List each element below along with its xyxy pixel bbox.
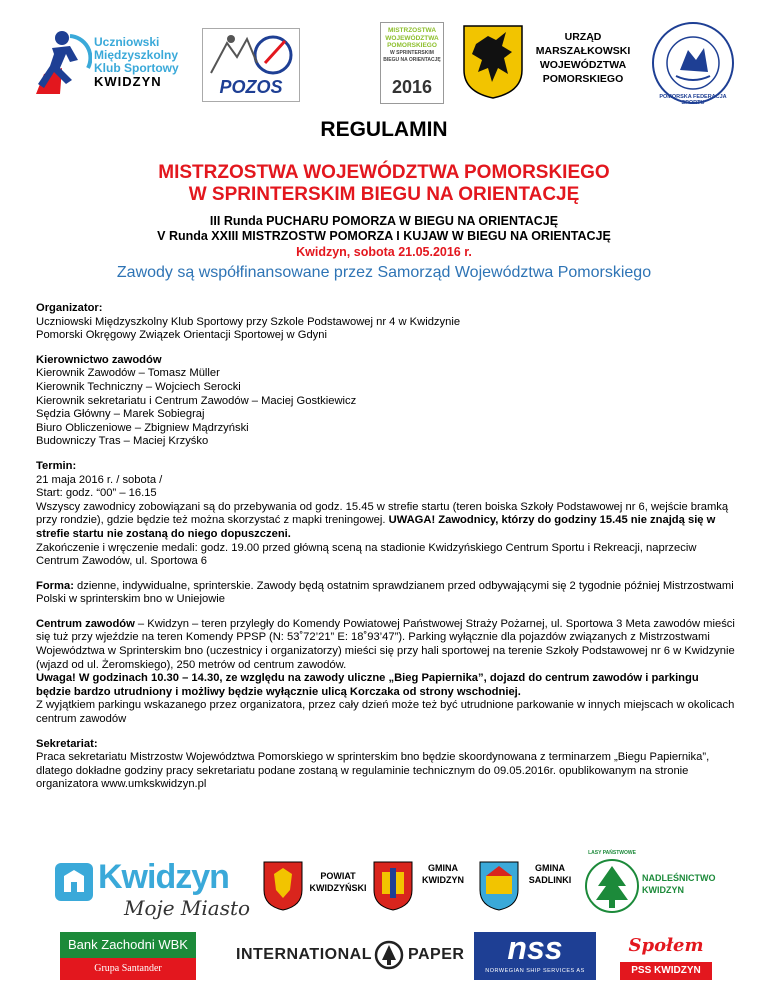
management-line1: Kierownik Zawodów – Tomasz Müller <box>36 367 220 380</box>
nadlesnictwo-line1: NADLEŚNICTWO <box>642 873 716 883</box>
term-closing: Zakończenie i wręczenie medali: godz. 19.00 przed główną sceną na stadionie Kwidzyńskiego Centrum Sportu i Rekreacji, naprzeciw Centrum Zawodów, ul. Sportowa 6 <box>36 541 697 568</box>
center-warning: Uwaga! W godzinach 10.30 – 14.30, ze względu na zawody uliczne „Bieg Papiernika”, dojazd do centrum zawodów i parkingu będzie bardzo utrudniony i możliwy będzie wyłącznie ulicą Korczaka od strony wschodniej. <box>36 672 699 698</box>
compass-icon <box>207 33 295 77</box>
organizer-heading: Organizator: <box>36 302 103 314</box>
gmina-sadlinki-crest-icon <box>478 860 520 912</box>
secretariat-text: Praca sekretariatu Mistrzostw Województwa Pomorskiego w sprinterskim bno będzie skoordynowana z terminarzem „Biegu Papiernika”, dlatego dokładne godziny pracy sekretariatu podane zostaną w regulaminie technicznym do 09.05.2016r. opublikowanym na stronie organizatora www.umkskwidzyn.pl <box>36 751 710 791</box>
management-line5: Biuro Obliczeniowe – Zbigniew Mądrzyński <box>36 421 249 434</box>
urzad-line2: MARSZAŁKOWSKI <box>535 45 631 57</box>
mistrz-line3: POMORSKIEGO <box>387 42 437 49</box>
event-date: Kwidzyn, sobota 21.05.2016 r. <box>296 245 472 259</box>
term-start: Start: godz. “00” – 16.15 <box>36 487 157 500</box>
gmina-kwidzyn-crest-icon <box>372 860 414 912</box>
city-crest-icon <box>54 862 94 902</box>
federacja-text: POMORSKA FEDERACJA SPORTU <box>659 94 727 106</box>
pss-sub: PSS KWIDZYN <box>620 962 712 980</box>
center-text-c: Z wyjątkiem parkingu wskazanego przez organizatora, przez cały dzień może też być utrudnione parkowanie w innych miejscach w okolicach centrum zawodów <box>36 699 735 726</box>
nss-main: nss <box>507 930 563 966</box>
section-management <box>36 354 736 449</box>
mistrzostwa-logo <box>380 22 444 104</box>
nadlesnictwo-line2: KWIDZYN <box>642 885 684 895</box>
round-line1: III Runda PUCHARU POMORZA W BIEGU NA ORIENTACJĘ <box>209 214 559 228</box>
lasy-text: LASY PAŃSTWOWE <box>588 850 636 856</box>
section-form <box>36 580 736 607</box>
nss-logo <box>474 932 596 980</box>
urzad-line4: POMORSKIEGO <box>542 73 624 85</box>
gmina-kwidzyn-line1: GMINA <box>428 863 458 873</box>
championship-line1: MISTRZOSTWA WOJEWÓDZTWA POMORSKIEGO <box>158 162 610 183</box>
urzad-line1: URZĄD <box>564 31 602 43</box>
management-line4: Sędzia Główny – Marek Sobiegraj <box>36 408 205 421</box>
nss-sub: NORWEGIAN SHIP SERVICES AS <box>485 968 585 974</box>
griffin-icon <box>462 24 524 100</box>
powiat-crest-icon <box>262 860 304 912</box>
urzad-line3: WOJEWÓDZTWA <box>539 59 627 71</box>
kwidzyn-city-logo <box>54 854 254 922</box>
section-secretariat <box>36 738 736 792</box>
nadlesnictwo-text <box>642 872 716 896</box>
center-text-a: – Kwidzyn – teren przyległy do Komendy Powiatowej Państwowej Straży Pożarnej, ul. Sportowa 3 Meta zawodów mieści się tuż przy wjeździe na teren Komendy PPSP (N: 53˚72’21” E: 18˚93’47”). Parking wyłącznie dla pojazdów związanych z Mistrzostwami Województwa w Sprinterskim bno (uczestnicy i organizatorzy) mieści się przy hali sportowej na terenie Szkoły Podstawowej nr 6 w Kwidzynie (wjazd od ul. Żeromskiego), 250 metrów od centrum zawodów. <box>36 617 735 671</box>
kwidzyn-main-text: Kwidzyn <box>98 858 229 896</box>
management-heading: Kierownictwo zawodów <box>36 353 162 366</box>
funding-note: Zawody są współfinansowane przez Samorząd Województwa Pomorskiego <box>116 264 652 281</box>
urzad-text-block <box>528 30 638 86</box>
mistrz-line4: W SPRINTERSKIM <box>390 49 434 56</box>
term-date: 21 maja 2016 r. / sobota / <box>36 473 163 486</box>
mistrz-line5: BIEGU NA ORIENTACJĘ <box>383 57 441 63</box>
bank-sub: Grupa Santander <box>60 958 196 980</box>
regulations-body <box>36 302 736 803</box>
term-heading: Termin: <box>36 459 77 472</box>
sponsor-row-2 <box>0 932 768 988</box>
griffin-logo <box>462 24 524 100</box>
uks-line4: KWIDZYN <box>94 74 162 89</box>
management-line3: Kierownik sekretariatu i Centrum Zawodów – Maciej Gostkiewicz <box>36 394 357 407</box>
sponsor-row-1 <box>0 848 768 926</box>
term-warning: UWAGA! Zawodnicy, którzy do godziny 15.45 nie znajdą się w strefie startu nie zostaną do niego dopuszczeni. <box>36 514 716 540</box>
ip-right-text: PAPER <box>408 946 465 963</box>
international-paper-logo <box>236 932 468 982</box>
powiat-line1: POWIAT <box>320 871 356 881</box>
runner-icon <box>30 28 92 100</box>
uks-line2: Międzyszkolny <box>94 48 179 62</box>
form-text: dzienne, indywidualne, sprinterskie. Zawody będą ostatnim sprawdzianem przed odbywającymi się 2 tygodnie później Mistrzostwami Polski w sprinterskim bno w Uniejowie <box>36 579 734 606</box>
powiat-line2: KWIDZYŃSKI <box>309 883 367 893</box>
kwidzyn-script-text: Moje Miasto <box>124 896 251 920</box>
pozos-text: POZOS <box>219 77 283 97</box>
uks-line3: Klub Sportowy <box>94 61 179 75</box>
uks-logo <box>30 28 195 100</box>
round-titles <box>0 214 768 244</box>
section-organizer <box>36 302 736 343</box>
mistrz-line2: WOJEWÓDZTWA <box>385 34 439 42</box>
mistrz-year: 2016 <box>391 77 433 97</box>
lasy-panstwowe-icon <box>584 856 640 916</box>
uks-line1: Uczniowski <box>94 35 160 49</box>
organizer-line2: Pomorski Okręgowy Związek Orientacji Sportowej w Gdyni <box>36 329 327 342</box>
championship-title <box>0 162 768 206</box>
pss-main: Społem <box>628 935 704 956</box>
organizer-line1: Uczniowski Międzyszkolny Klub Sportowy przy Szkole Podstawowej nr 4 w Kwidzynie <box>36 315 461 328</box>
section-term <box>36 460 736 569</box>
gmina-sadlinki-line1: GMINA <box>535 863 565 873</box>
header-logos <box>0 18 768 106</box>
pss-logo <box>620 932 712 980</box>
gmina-kwidzyn-text <box>414 862 472 886</box>
gmina-kwidzyn-line2: KWIDZYN <box>422 875 464 885</box>
secretariat-heading: Sekretariat: <box>36 737 98 750</box>
federacja-logo <box>650 20 736 106</box>
management-line2: Kierownik Techniczny – Wojciech Serocki <box>36 380 241 393</box>
championship-line2: W SPRINTERSKIM BIEGU NA ORIENTACJĘ <box>188 184 580 205</box>
section-center <box>36 618 736 727</box>
bank-main: Bank Zachodni WBK <box>60 932 196 958</box>
ip-left-text: INTERNATIONAL <box>236 946 372 963</box>
page-title: REGULAMIN <box>320 118 448 141</box>
gmina-sadlinki-line2: SADLINKI <box>528 875 572 885</box>
powiat-text <box>308 870 368 894</box>
management-line6: Budowniczy Tras – Maciej Krzyśko <box>36 435 209 448</box>
term-para-a: Wszyscy zawodnicy zobowiązani są do przebywania od godz. 15.45 w strefie startu (teren boiska Szkoły Podstawowej nr 6, wejście bramką przy rondzie), gdzie będzie też można skorzystać z mapki treningowej. <box>36 500 729 527</box>
center-heading: Centrum zawodów <box>36 617 135 630</box>
mistrz-line1: MISTRZOSTWA <box>387 27 437 34</box>
gmina-sadlinki-text <box>522 862 578 886</box>
pozos-logo <box>202 28 300 102</box>
form-heading: Forma: <box>36 579 74 592</box>
ip-tree-icon <box>374 940 404 970</box>
bank-logo <box>60 932 196 982</box>
round-line2: V Runda XXIII MISTRZOSTW POMORZA I KUJAW W BIEGU NA ORIENTACJĘ <box>157 229 611 243</box>
